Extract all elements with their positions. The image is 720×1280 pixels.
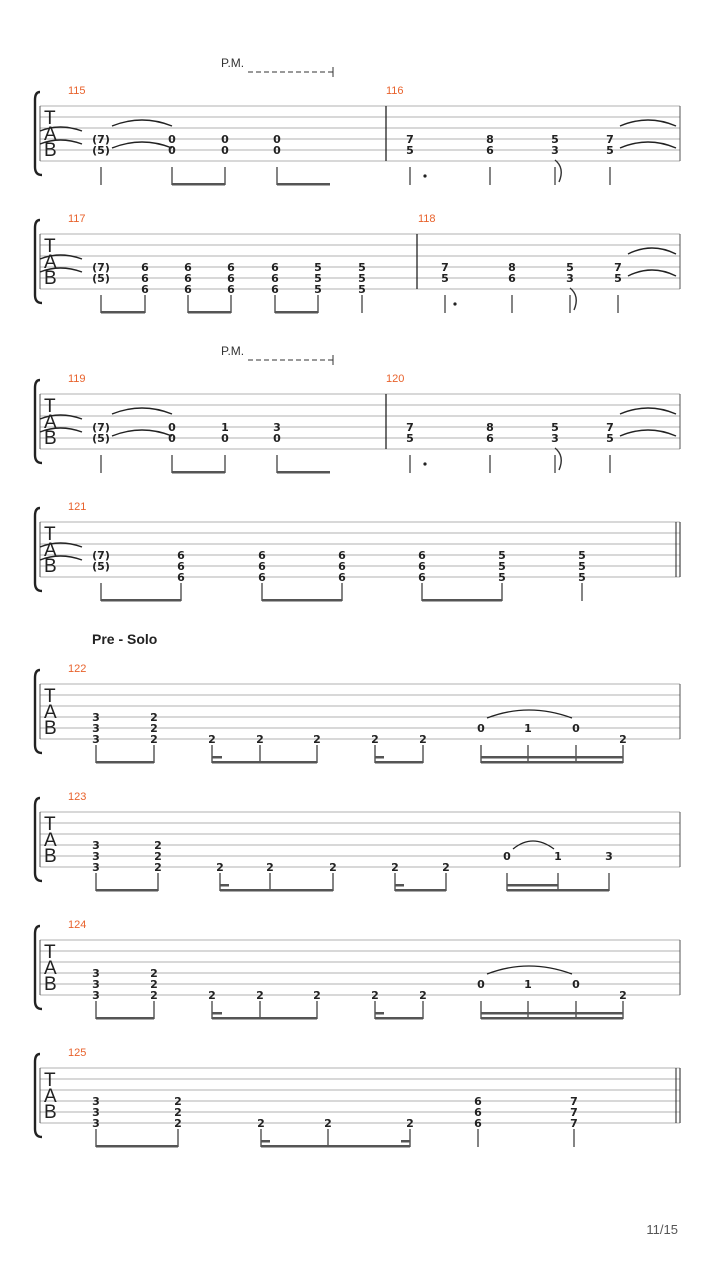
fret-number: 8: [486, 421, 494, 434]
tab-clef-letter: B: [44, 846, 57, 867]
tab-system: [35, 501, 680, 602]
tab-clef-letter: B: [44, 428, 57, 449]
system-bracket: [35, 92, 42, 175]
measure-number: 115: [68, 85, 86, 97]
fret-number: 2: [150, 722, 158, 735]
tie: [112, 120, 172, 126]
beam: [277, 183, 330, 186]
fret-number: 6: [474, 1106, 482, 1119]
beam: [188, 311, 231, 314]
tie: [620, 430, 676, 436]
tab-clef-letter: T: [44, 686, 56, 707]
fret-number: (5): [92, 144, 110, 157]
beam-secondary: [481, 1012, 623, 1015]
fret-number: 5: [614, 272, 622, 285]
beam: [101, 599, 181, 602]
tab-system: [35, 1047, 680, 1148]
fret-number: (5): [92, 272, 110, 285]
fret-number: 8: [486, 133, 494, 146]
fret-number: 3: [92, 839, 100, 852]
fret-number: 2: [619, 989, 627, 1002]
fret-number: 1: [221, 421, 229, 434]
palm-mute-label: P.M.: [221, 344, 245, 358]
fret-number: 2: [150, 978, 158, 991]
fret-number: 3: [92, 1117, 100, 1130]
fret-number: 8: [508, 261, 516, 274]
beam-partial: [375, 756, 384, 759]
tab-system: [35, 213, 680, 314]
fret-number: (7): [92, 133, 110, 146]
beam: [172, 183, 225, 186]
fret-number: 6: [184, 261, 192, 274]
fret-number: 5: [314, 272, 322, 285]
fret-number: 5: [578, 549, 586, 562]
system-bracket: [35, 380, 42, 463]
fret-number: 3: [92, 711, 100, 724]
tab-clef-letter: B: [44, 718, 57, 739]
measure-number: 117: [68, 213, 86, 225]
fret-number: 5: [314, 283, 322, 296]
beam-partial: [261, 1140, 270, 1143]
fret-number: 0: [273, 133, 281, 146]
beam: [212, 1017, 317, 1020]
fret-number: 2: [406, 1117, 414, 1130]
fret-number: 2: [216, 861, 224, 874]
beam: [507, 889, 558, 892]
tab-clef-letter: B: [44, 140, 57, 161]
fret-number: 5: [498, 571, 506, 584]
fret-number: 3: [92, 861, 100, 874]
rhythm-dot: [423, 174, 426, 177]
fret-number: 3: [92, 1095, 100, 1108]
fret-number: 6: [418, 549, 426, 562]
tab-clef-letter: A: [44, 1086, 57, 1107]
tab-system: [35, 56, 680, 186]
tab-system: [35, 663, 680, 764]
tie: [620, 120, 676, 126]
fret-number: 2: [313, 989, 321, 1002]
fret-number: 5: [498, 560, 506, 573]
fret-number: 6: [474, 1117, 482, 1130]
fret-number: 7: [570, 1095, 578, 1108]
fret-number: 0: [221, 133, 229, 146]
tab-clef-letter: B: [44, 1102, 57, 1123]
beam: [172, 471, 225, 474]
beam-partial: [212, 1012, 222, 1015]
page-number: 11/15: [646, 1222, 678, 1237]
fret-number: 2: [174, 1106, 182, 1119]
fret-number: 2: [324, 1117, 332, 1130]
tab-clef-letter: A: [44, 124, 57, 145]
tab-clef-letter: B: [44, 974, 57, 995]
fret-number: 5: [551, 421, 559, 434]
fret-number: 2: [442, 861, 450, 874]
beam-partial: [220, 884, 229, 887]
tab-clef-letter: A: [44, 830, 57, 851]
system-bracket: [35, 926, 42, 1009]
tie: [628, 270, 676, 276]
fret-number: 0: [168, 133, 176, 146]
fret-number: 6: [338, 571, 346, 584]
beam: [277, 471, 330, 474]
fret-number: 6: [486, 432, 494, 445]
fret-number: 2: [174, 1117, 182, 1130]
system-bracket: [35, 798, 42, 881]
tab-clef-letter: A: [44, 702, 57, 723]
rhythm-dot: [423, 462, 426, 465]
tab-clef-letter: A: [44, 412, 57, 433]
fret-number: 1: [524, 722, 532, 735]
fret-number: 7: [406, 421, 414, 434]
fret-number: 2: [154, 850, 162, 863]
tie: [112, 430, 172, 436]
fret-number: 6: [474, 1095, 482, 1108]
fret-number: 3: [92, 989, 100, 1002]
fret-number: (7): [92, 421, 110, 434]
measure-number: 124: [68, 919, 87, 931]
tab-clef-letter: A: [44, 540, 57, 561]
beam: [375, 761, 423, 764]
fret-number: 1: [524, 978, 532, 991]
fret-number: 7: [606, 133, 614, 146]
fret-number: 5: [406, 432, 414, 445]
fret-number: 2: [256, 989, 264, 1002]
fret-number: 3: [551, 144, 559, 157]
fret-number: 6: [141, 283, 149, 296]
fret-number: 0: [503, 850, 511, 863]
fret-number: 2: [154, 861, 162, 874]
fret-number: 2: [329, 861, 337, 874]
measure-number: 116: [386, 85, 404, 97]
fret-number: 3: [92, 1106, 100, 1119]
tie: [112, 142, 172, 148]
tab-clef-letter: T: [44, 236, 56, 257]
fret-number: 7: [614, 261, 622, 274]
beam: [481, 1017, 623, 1020]
beam: [220, 889, 333, 892]
fret-number: 3: [605, 850, 613, 863]
fret-number: 2: [313, 733, 321, 746]
fret-number: 5: [358, 261, 366, 274]
beam: [262, 599, 342, 602]
fret-number: 5: [358, 272, 366, 285]
fret-number: 5: [606, 432, 614, 445]
tab-system: [35, 919, 680, 1020]
fret-number: 6: [258, 571, 266, 584]
fret-number: 7: [606, 421, 614, 434]
beam-secondary: [481, 756, 623, 759]
fret-number: 7: [441, 261, 449, 274]
beam-partial: [401, 1140, 410, 1143]
fret-number: 0: [168, 432, 176, 445]
fret-number: 6: [338, 560, 346, 573]
fret-number: 1: [554, 850, 562, 863]
fret-number: 2: [391, 861, 399, 874]
fret-number: 0: [477, 978, 485, 991]
beam: [96, 889, 158, 892]
fret-number: 2: [150, 733, 158, 746]
fret-number: 6: [184, 283, 192, 296]
fret-number: 2: [266, 861, 274, 874]
fret-number: 6: [258, 549, 266, 562]
fret-number: 6: [486, 144, 494, 157]
fret-number: 6: [418, 571, 426, 584]
beam-partial: [375, 1012, 384, 1015]
fret-number: (5): [92, 432, 110, 445]
fret-number: 3: [92, 722, 100, 735]
system-bracket: [35, 670, 42, 753]
beam-partial: [212, 756, 222, 759]
fret-number: 0: [221, 432, 229, 445]
fret-number: 5: [498, 549, 506, 562]
beam: [481, 761, 623, 764]
fret-number: 5: [578, 571, 586, 584]
section-label-pre-solo: Pre - Solo: [92, 631, 158, 647]
beam: [422, 599, 502, 602]
tab-system: [35, 344, 680, 474]
beam: [395, 889, 446, 892]
fret-number: 6: [227, 283, 235, 296]
fret-number: 2: [150, 989, 158, 1002]
note-flag: [570, 288, 576, 310]
fret-number: (5): [92, 560, 110, 573]
fret-number: 5: [606, 144, 614, 157]
fret-number: 6: [508, 272, 516, 285]
palm-mute-label: P.M.: [221, 56, 245, 70]
tab-clef-letter: A: [44, 958, 57, 979]
fret-number: 3: [92, 733, 100, 746]
fret-number: 5: [358, 283, 366, 296]
beam: [101, 311, 145, 314]
rhythm-dot: [453, 302, 456, 305]
tab-clef-letter: T: [44, 1070, 56, 1091]
fret-number: 2: [371, 989, 379, 1002]
system-bracket: [35, 1054, 42, 1137]
fret-number: 6: [184, 272, 192, 285]
fret-number: 5: [566, 261, 574, 274]
fret-number: 2: [619, 733, 627, 746]
fret-number: (7): [92, 261, 110, 274]
tab-system: [35, 791, 680, 892]
fret-number: 6: [271, 261, 279, 274]
fret-number: (7): [92, 549, 110, 562]
fret-number: 6: [177, 549, 185, 562]
fret-number: 5: [406, 144, 414, 157]
tab-clef-letter: T: [44, 524, 56, 545]
fret-number: 2: [419, 733, 427, 746]
fret-number: 6: [177, 560, 185, 573]
fret-number: 0: [477, 722, 485, 735]
beam: [96, 1017, 154, 1020]
fret-number: 0: [572, 722, 580, 735]
fret-number: 3: [273, 421, 281, 434]
fret-number: 6: [177, 571, 185, 584]
fret-number: 2: [257, 1117, 265, 1130]
fret-number: 6: [141, 272, 149, 285]
tab-clef-letter: B: [44, 556, 57, 577]
fret-number: 0: [221, 144, 229, 157]
fret-number: 6: [418, 560, 426, 573]
measure-number: 119: [68, 373, 86, 385]
beam-partial: [395, 884, 404, 887]
fret-number: 6: [338, 549, 346, 562]
fret-number: 0: [273, 144, 281, 157]
fret-number: 3: [92, 850, 100, 863]
measure-number: 118: [418, 213, 436, 225]
tie: [620, 408, 676, 414]
fret-number: 3: [551, 432, 559, 445]
beam-secondary: [507, 884, 558, 887]
fret-number: 0: [168, 144, 176, 157]
fret-number: 6: [271, 272, 279, 285]
fret-number: 6: [227, 261, 235, 274]
fret-number: 2: [150, 967, 158, 980]
tab-clef-letter: T: [44, 396, 56, 417]
fret-number: 2: [208, 733, 216, 746]
fret-number: 7: [570, 1117, 578, 1130]
beam: [212, 761, 317, 764]
fret-number: 2: [154, 839, 162, 852]
tab-clef-letter: T: [44, 814, 56, 835]
fret-number: 6: [271, 283, 279, 296]
system-bracket: [35, 220, 42, 303]
fret-number: 3: [92, 978, 100, 991]
fret-number: 2: [371, 733, 379, 746]
measure-number: 122: [68, 663, 87, 675]
measure-number: 123: [68, 791, 87, 803]
fret-number: 0: [572, 978, 580, 991]
fret-number: 0: [168, 421, 176, 434]
fret-number: 5: [441, 272, 449, 285]
tie: [628, 248, 676, 254]
fret-number: 2: [208, 989, 216, 1002]
tab-systems: [35, 56, 680, 1148]
fret-number: 5: [578, 560, 586, 573]
fret-number: 7: [570, 1106, 578, 1119]
beam: [275, 311, 318, 314]
note-flag: [555, 160, 561, 182]
beam: [375, 1017, 423, 1020]
tab-clef-letter: T: [44, 108, 56, 129]
system-bracket: [35, 508, 42, 591]
tie: [112, 408, 172, 414]
beam: [96, 1145, 178, 1148]
fret-number: 2: [174, 1095, 182, 1108]
tie: [620, 142, 676, 148]
fret-number: 2: [150, 711, 158, 724]
fret-number: 6: [227, 272, 235, 285]
beam: [261, 1145, 410, 1148]
tab-clef-letter: T: [44, 942, 56, 963]
fret-number: 5: [551, 133, 559, 146]
fret-number: 5: [314, 261, 322, 274]
fret-number: 6: [258, 560, 266, 573]
fret-number: 3: [92, 967, 100, 980]
fret-number: 2: [419, 989, 427, 1002]
note-flag: [555, 448, 561, 470]
beam: [96, 761, 154, 764]
tab-clef-letter: B: [44, 268, 57, 289]
tab-clef-letter: A: [44, 252, 57, 273]
fret-number: 7: [406, 133, 414, 146]
measure-number: 125: [68, 1047, 87, 1059]
fret-number: 3: [566, 272, 574, 285]
measure-number: 120: [386, 373, 405, 385]
fret-number: 6: [141, 261, 149, 274]
measure-number: 121: [68, 501, 87, 513]
fret-number: 0: [273, 432, 281, 445]
fret-number: 2: [256, 733, 264, 746]
